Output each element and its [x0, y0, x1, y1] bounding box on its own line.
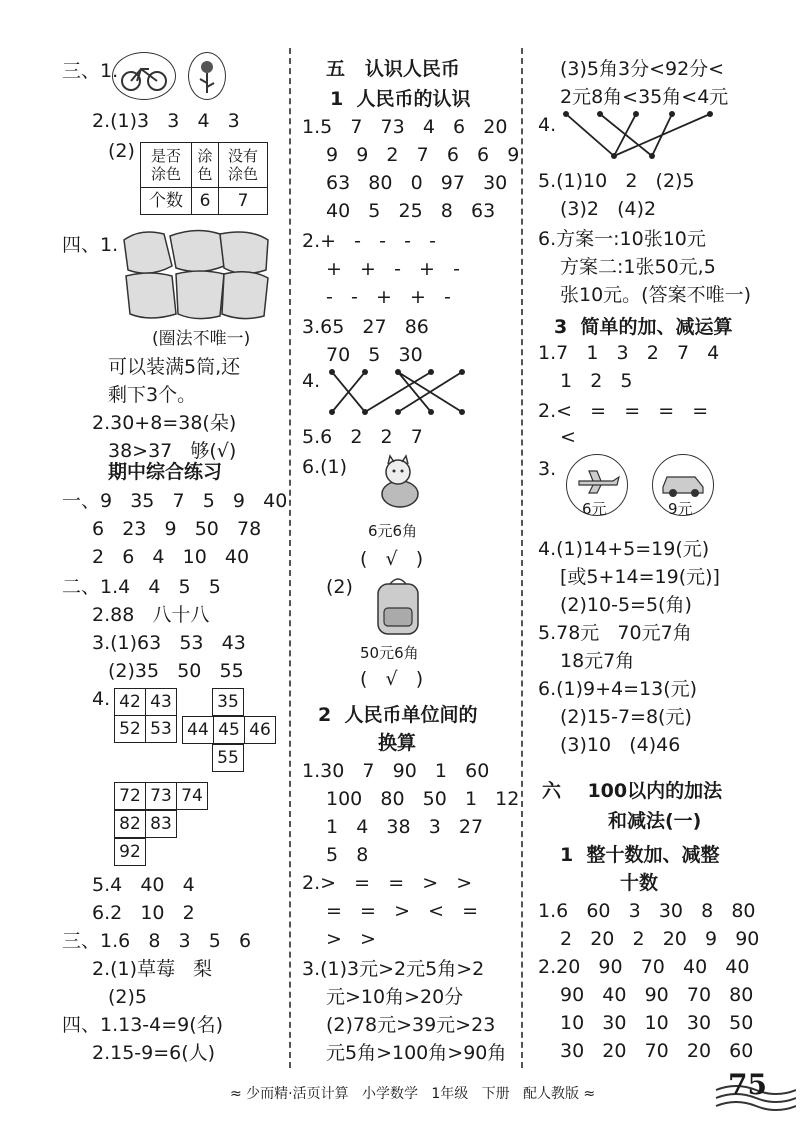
- answer-line: 6 23 9 50 78: [92, 518, 262, 540]
- answer-line: 63 80 0 97 30: [326, 172, 508, 194]
- answer-line: 70 5 30: [326, 344, 423, 366]
- answer-line: 元5角>100角>90角: [326, 1042, 507, 1064]
- answer-line: (2)5: [108, 986, 148, 1008]
- answer-line: 剩下3个。: [108, 384, 197, 406]
- answer-line: 1 2 5: [560, 370, 633, 392]
- grid-cell: 72: [115, 783, 146, 810]
- answer-line: 4.(1)14+5=19(元): [538, 538, 710, 560]
- answer-line: 40 5 25 8 63: [326, 200, 496, 222]
- answer-line: 1.6 60 3 30 8 80: [538, 900, 756, 922]
- table-header-cell: 涂 色: [192, 143, 219, 188]
- answer-line: 6.(1)9+4=13(元): [538, 678, 698, 700]
- table-header-cell: 是否 涂色: [141, 143, 192, 188]
- answer-line: 2.30+8=38(朵): [92, 412, 237, 434]
- answer-line: 1 4 38 3 27: [326, 816, 484, 838]
- column-divider-1: [289, 48, 291, 1068]
- grid-cell: 42: [115, 689, 146, 716]
- answer-line: 5.6 2 2 7: [302, 426, 423, 448]
- table-header-cell: 没有 涂色: [219, 143, 268, 188]
- answer-line: 二、1.4 4 5 5: [62, 576, 221, 598]
- answer-line: 四、1.13-4=9(名): [62, 1014, 224, 1036]
- answer-line: 元>10角>20分: [326, 986, 464, 1008]
- answer-line: 可以装满5筒,还: [108, 356, 241, 378]
- grid-cell: 73: [146, 783, 177, 810]
- answer-line: 18元7角: [560, 650, 635, 672]
- cat-toy-icon: [372, 454, 432, 514]
- grid-cell: 45: [214, 717, 245, 744]
- answer-check: ( √ ): [360, 548, 424, 570]
- table-cell: 个数: [141, 188, 192, 215]
- answer-line: 2.> = = > >: [302, 872, 473, 894]
- answer-line: 2.20 90 70 40 40: [538, 956, 750, 978]
- matching-lines-1: [328, 366, 468, 418]
- grid-cell: 53: [146, 716, 177, 743]
- answer-line: (2)15-7=8(元): [560, 706, 692, 728]
- note-text: (圈法不唯一): [152, 329, 251, 349]
- answer-line: 3.(1)63 53 43: [92, 632, 246, 654]
- bicycle-picture: [112, 52, 176, 100]
- answer-line: 2.88 八十八: [92, 604, 210, 626]
- answer-line: 100 80 50 1 12: [326, 788, 520, 810]
- answer-line: 三、1.6 8 3 5 6: [62, 930, 252, 952]
- answer-line: 6.方案一:10张10元: [538, 228, 706, 250]
- answer-line: 10 30 10 30 50: [560, 1012, 754, 1034]
- answer-line: > >: [326, 928, 376, 950]
- answer-check: ( √ ): [360, 668, 424, 690]
- answer-line: 1.7 1 3 2 7 4: [538, 342, 720, 364]
- answer-line: 张10元。(答案不唯一): [560, 284, 752, 306]
- grid-cell: 82: [115, 811, 146, 838]
- grid-cell: 43: [146, 689, 177, 716]
- number-grid-1: [114, 688, 177, 743]
- grid-cell: 52: [115, 716, 146, 743]
- price-label: 50元6角: [360, 644, 419, 662]
- answer-line: 2元8角<35角<4元: [560, 86, 729, 108]
- grid-cell: 83: [146, 811, 177, 838]
- section-heading: 1 整十数加、减整: [560, 844, 720, 866]
- answer-line: 1.30 7 90 1 60: [302, 760, 490, 782]
- answer-line: (3)5角3分<92分<: [560, 58, 725, 80]
- backpack-icon: [370, 574, 426, 638]
- matching-lines-2: [560, 108, 720, 162]
- answer-line: 6.(1): [302, 456, 348, 478]
- answer-line: (2)78元>39元>23: [326, 1014, 496, 1036]
- answer-line: [或5+14=19(元)]: [560, 566, 720, 588]
- answer-line: 一、9 35 7 5 9 40: [62, 490, 288, 512]
- answer-line: 4.: [302, 370, 321, 392]
- answer-line: (2): [108, 140, 135, 162]
- answer-line: 2 20 2 20 9 90: [560, 928, 760, 950]
- grid-cell: 74: [177, 783, 208, 810]
- grid-cell: 92: [115, 839, 146, 866]
- answer-line: 5.4 40 4: [92, 874, 195, 896]
- price-label: 6元6角: [368, 522, 418, 540]
- answer-line: 2 6 4 10 40: [92, 546, 250, 568]
- answer-line: 三、1.: [62, 60, 119, 82]
- answer-line: 4.: [92, 688, 111, 710]
- answer-line: 3.65 27 86: [302, 316, 429, 338]
- column-divider-2: [521, 48, 523, 1068]
- page-number: 75: [728, 1068, 767, 1101]
- table-cell: 7: [219, 188, 268, 215]
- rose-picture: [188, 52, 226, 100]
- section-heading: 1 人民币的认识: [330, 88, 471, 110]
- grid-cell: 44: [183, 717, 214, 744]
- section-heading: 2 人民币单位间的: [318, 704, 478, 726]
- unit-heading: 和减法(一): [608, 810, 702, 832]
- section-heading: 3 简单的加、减运算: [554, 316, 733, 338]
- answer-line: 四、1.: [62, 234, 119, 256]
- answer-line: (3)10 (4)46: [560, 734, 681, 756]
- answer-line: 30 20 70 20 60: [560, 1040, 754, 1062]
- section-heading: 换算: [378, 732, 417, 754]
- answer-line: 6.2 10 2: [92, 902, 195, 924]
- section-heading: 期中综合练习: [108, 461, 223, 483]
- grid-cell: 55: [213, 745, 244, 772]
- stones-illustration: [120, 226, 272, 324]
- unit-heading: 六 100以内的加法: [542, 780, 723, 802]
- answer-line: 2.+ - - - -: [302, 230, 436, 252]
- answer-line: 5 8: [326, 844, 369, 866]
- price-label: 6元: [582, 500, 607, 518]
- unit-heading: 五 认识人民币: [326, 58, 460, 80]
- answer-line: 5.(1)10 2 (2)5: [538, 170, 695, 192]
- answer-line: 4.: [538, 114, 557, 136]
- answer-line: 5.78元 70元7角: [538, 622, 692, 644]
- answer-line: (3)2 (4)2: [560, 198, 657, 220]
- answer-line: 方案二:1张50元,5: [560, 256, 716, 278]
- answer-line: 38>37 够(√): [108, 440, 237, 462]
- table-cell: 6: [192, 188, 219, 215]
- answer-line: 3.: [538, 458, 557, 480]
- answer-line: <: [560, 426, 576, 448]
- answer-line: 2.< = = = =: [538, 400, 709, 422]
- answer-line: 2.15-9=6(人): [92, 1042, 216, 1064]
- price-label: 9元: [668, 500, 693, 518]
- answer-line: (2): [326, 576, 353, 598]
- answer-line: (2)10-5=5(角): [560, 594, 692, 616]
- grid-cell: 46: [245, 717, 276, 744]
- answer-line: 2.(1)3 3 4 3: [92, 110, 240, 132]
- rose-icon: [189, 53, 225, 99]
- footer-text: ≈ 少而精·活页计算 小学数学 1年级 下册 配人教版 ≈: [230, 1086, 596, 1102]
- answer-line: = = > < =: [326, 900, 479, 922]
- answer-line: 1.5 7 73 4 6 20: [302, 116, 508, 138]
- grid-cell: 35: [213, 689, 244, 716]
- section-heading: 十数: [620, 872, 659, 894]
- stones-picture: [120, 226, 272, 324]
- color-count-table: [140, 142, 268, 215]
- bicycle-icon: [113, 53, 175, 99]
- answer-line: 2.(1)草莓 梨: [92, 958, 213, 980]
- answer-line: - - + + -: [326, 286, 451, 308]
- answer-line: 3.(1)3元>2元5角>2: [302, 958, 485, 980]
- answer-line: + + - + -: [326, 258, 460, 280]
- answer-line: 9 9 2 7 6 6 9: [326, 144, 520, 166]
- answer-line: 90 40 90 70 80: [560, 984, 754, 1006]
- answer-line: (2)35 50 55: [108, 660, 244, 682]
